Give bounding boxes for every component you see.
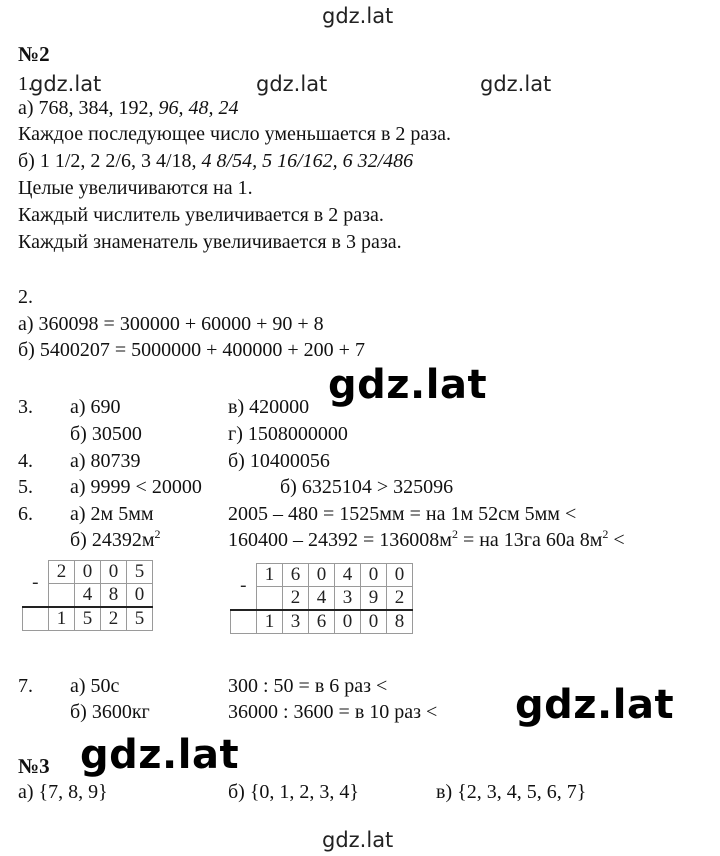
sub1-cell: 2 (49, 561, 75, 584)
sub2-cell: 8 (387, 610, 413, 634)
sub2-cell: 6 (283, 564, 309, 587)
sub2-row-minuend (231, 564, 413, 587)
part3-v: в) 420000 (228, 396, 310, 418)
task3-v: в) {2, 3, 4, 5, 6, 7} (436, 781, 587, 803)
sub2-cell: 0 (361, 610, 387, 634)
sub1-cell: 5 (127, 607, 153, 631)
part1-a-line (18, 98, 239, 118)
part1-a-plain: а) 768, 384, 192, (18, 97, 159, 119)
sub2-row-result (231, 610, 413, 634)
sub2-cell: 9 (361, 587, 387, 611)
sub1-cell: 0 (127, 584, 153, 608)
sub2-cell: 0 (361, 564, 387, 587)
part6-b-calc-3: < (608, 529, 625, 551)
part7-number: 7. (18, 675, 33, 697)
sub1-cell: 2 (101, 607, 127, 631)
sub1-cell: 5 (75, 607, 101, 631)
sub2-cell: 1 (257, 564, 283, 587)
task2-heading: №2 (18, 42, 50, 66)
part6-b-calc-2: = на 13га 60а 8м (457, 529, 603, 551)
sub1-cell: 1 (49, 607, 75, 631)
watermark-big-2: gdz.lat (515, 682, 675, 728)
part1-a-italic: 96, 48, 24 (158, 97, 239, 119)
sub1-row-result (23, 607, 153, 631)
sub1-cell: 0 (75, 561, 101, 584)
part6-b-sup: 2 (154, 527, 161, 541)
part6-number: 6. (18, 503, 33, 525)
sub2-cell: 3 (283, 610, 309, 634)
part3-g: г) 1508000000 (228, 423, 348, 445)
sub2-cell: 0 (387, 564, 413, 587)
part1-b-plain: б) 1 1/2, 2 2/6, 3 4/18, (18, 150, 202, 172)
watermark-bottom: gdz.lat (322, 828, 394, 852)
task3-heading: №3 (18, 754, 50, 778)
sub1-minus-sign: - (23, 561, 49, 608)
part5-number: 5. (18, 476, 33, 498)
subtraction-table-1 (22, 560, 153, 631)
part1-number: 1. (18, 73, 33, 95)
sub1-cell: 8 (101, 584, 127, 608)
part1-note-3: Каждый знаменатель увеличивается в 3 раза. (18, 231, 402, 253)
part1-b-line (18, 151, 413, 171)
part5-a: а) 9999 < 20000 (70, 476, 202, 498)
sub2-cell (231, 610, 257, 634)
part3-a: а) 690 (70, 396, 121, 418)
sub2-cell: 3 (335, 587, 361, 611)
part1-note-2: Каждый числитель увеличивается в 2 раза. (18, 204, 384, 226)
sub1-row-minuend (23, 561, 153, 584)
sub2-cell: 0 (335, 610, 361, 634)
part5-b: б) 6325104 > 325096 (280, 476, 454, 498)
task3-a: а) {7, 8, 9} (18, 781, 108, 803)
part4-a: а) 80739 (70, 450, 141, 472)
part2-b: б) 5400207 = 5000000 + 400000 + 200 + 7 (18, 339, 365, 361)
watermark-line1-b: gdz.lat (256, 72, 328, 96)
sub1-cell: 5 (127, 561, 153, 584)
part6-a: а) 2м 5мм (70, 503, 154, 525)
sub1-cell (23, 607, 49, 631)
sub2-minus-sign: - (231, 564, 257, 611)
watermark-top: gdz.lat (322, 4, 394, 28)
part1-note-1: Целые увеличиваются на 1. (18, 177, 253, 199)
sub2-cell (257, 587, 283, 611)
part6-b-text: б) 24392м (70, 529, 155, 551)
sub2-cell: 4 (309, 587, 335, 611)
watermark-line1-c: gdz.lat (480, 72, 552, 96)
watermark-big-3: gdz.lat (80, 732, 240, 778)
sub2-cell: 6 (309, 610, 335, 634)
part6-b-calc-sup2: 2 (602, 527, 609, 541)
part6-b-calc (228, 527, 625, 551)
watermark-line1-a: gdz.lat (30, 72, 102, 96)
sub2-cell: 2 (387, 587, 413, 611)
part4-b: б) 10400056 (228, 450, 330, 472)
part3-number: 3. (18, 396, 33, 418)
sub2-cell: 2 (283, 587, 309, 611)
part6-b (70, 527, 161, 551)
sub1-cell: 4 (75, 584, 101, 608)
watermark-big-1: gdz.lat (328, 362, 488, 408)
part7-a: а) 50с (70, 675, 120, 697)
part6-b-calc-1: 160400 – 24392 = 136008м (228, 529, 452, 551)
sub2-cell: 1 (257, 610, 283, 634)
part3-b: б) 30500 (70, 423, 142, 445)
part7-b: б) 3600кг (70, 701, 150, 723)
sub2-cell: 0 (309, 564, 335, 587)
part7-b-calc: 36000 : 3600 = в 10 раз < (228, 701, 438, 723)
part6-b-calc-sup1: 2 (451, 527, 458, 541)
subtraction-table-2 (230, 563, 413, 634)
sub2-row-subtrahend (231, 587, 413, 611)
part4-number: 4. (18, 450, 33, 472)
part7-a-calc: 300 : 50 = в 6 раз < (228, 675, 388, 697)
sub1-cell: 0 (101, 561, 127, 584)
part2-number: 2. (18, 286, 33, 308)
part1-b-italic: 4 8/54, 5 16/162, 6 32/486 (201, 150, 414, 172)
part2-a: а) 360098 = 300000 + 60000 + 90 + 8 (18, 313, 324, 335)
part6-a-calc: 2005 – 480 = 1525мм = на 1м 52см 5мм < (228, 503, 577, 525)
task3-b: б) {0, 1, 2, 3, 4} (228, 781, 360, 803)
part1-a-note: Каждое последующее число уменьшается в 2 раза. (18, 123, 452, 145)
sub2-cell: 4 (335, 564, 361, 587)
sub1-cell (49, 584, 75, 608)
